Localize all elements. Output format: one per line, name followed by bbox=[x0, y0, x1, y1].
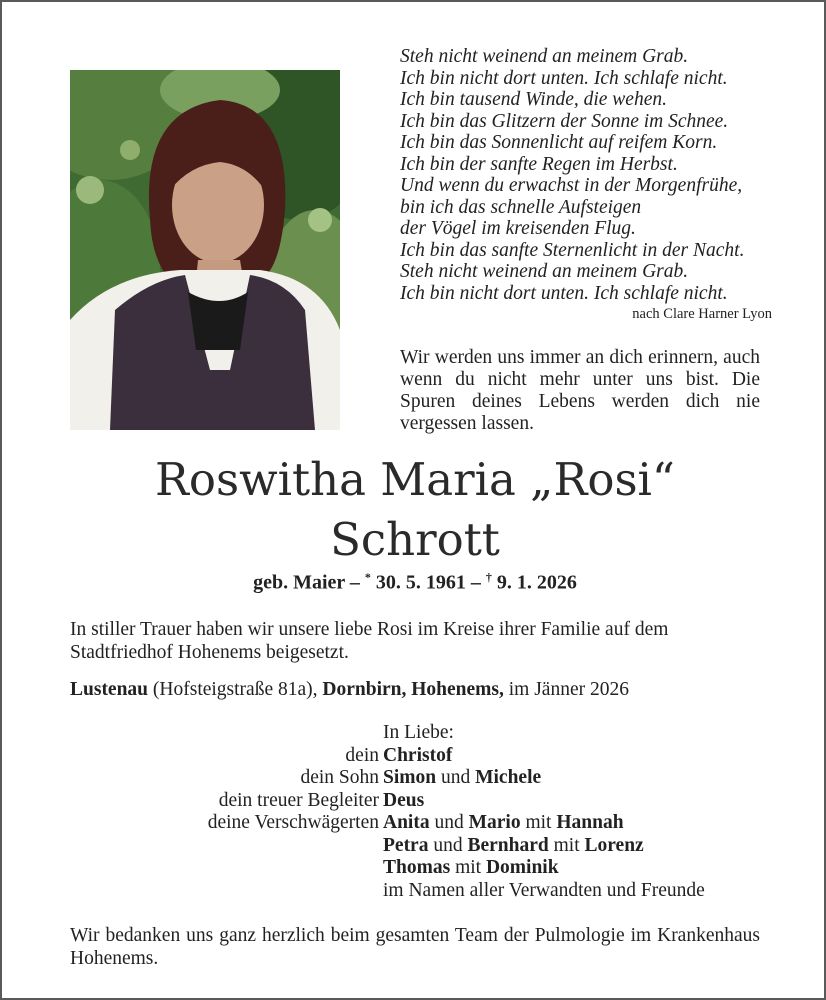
announcement-text: In stiller Trauer haben wir unsere liebe Rosi im Kreise ihrer Familie auf dem Stadtfriedhof Hohenems beigesetzt. bbox=[70, 619, 669, 663]
family-connector: mit bbox=[548, 834, 585, 856]
family-member-name: Hannah bbox=[556, 812, 624, 833]
family-names bbox=[383, 880, 705, 903]
family-connector: im Namen aller Verwandten und Freunde bbox=[383, 879, 705, 901]
memory-text: Wir werden uns immer an dich erinnern, auch wenn du nicht mehr unter uns bist. Die Spuren deines Lebens werden dich nie vergessen lassen. bbox=[400, 347, 760, 434]
location-date: im Jänner 2026 bbox=[508, 679, 629, 700]
family-connector: und bbox=[429, 812, 469, 833]
poem-line: Ich bin das sanfte Sternenlicht in der Nacht. bbox=[400, 239, 745, 261]
family-row bbox=[2, 880, 826, 903]
poem-line: Ich bin nicht dort unten. Ich schlafe nicht. bbox=[400, 282, 728, 304]
location-address: (Hofsteigstraße 81a), bbox=[152, 679, 318, 700]
family-connector: mit bbox=[450, 857, 486, 878]
family-member-name: Simon bbox=[383, 767, 437, 788]
family-member-name: Bernhard bbox=[467, 834, 549, 856]
poem-line: bin ich das schnelle Aufsteigen bbox=[400, 196, 642, 218]
family-member-name: Petra bbox=[383, 834, 429, 856]
family-relation: dein Sohn bbox=[300, 767, 379, 788]
poem-line: Steh nicht weinend an meinem Grab. bbox=[400, 46, 689, 67]
poem-line: Ich bin das Sonnenlicht auf reifem Korn. bbox=[400, 132, 718, 153]
birth-date: 30. 5. 1961 bbox=[375, 571, 466, 594]
family-member-name: Anita bbox=[383, 812, 430, 833]
family-row bbox=[2, 790, 826, 813]
family-member-name: Thomas bbox=[383, 857, 451, 878]
family-member-name: Lorenz bbox=[584, 834, 644, 856]
family-list bbox=[2, 722, 826, 902]
location-place-1: Lustenau bbox=[70, 679, 149, 700]
name-line-1: Roswitha Maria „Rosi“ bbox=[155, 453, 675, 506]
location-line bbox=[70, 679, 760, 701]
thanks-text: Wir bedanken uns ganz herzlich beim gesamten Team der Pulmologie im Krankenhaus Hohenems. bbox=[70, 925, 760, 969]
poem-line: der Vögel im kreisenden Flug. bbox=[400, 218, 636, 239]
family-names bbox=[383, 745, 452, 768]
family-names bbox=[383, 767, 541, 790]
poem-line: Steh nicht weinend an meinem Grab. bbox=[400, 261, 689, 282]
family-relation: dein treuer Begleiter bbox=[218, 789, 379, 811]
family-member-name: Christof bbox=[383, 744, 453, 766]
family-relation: dein bbox=[345, 744, 379, 766]
poem-attribution: nach Clare Harner Lyon bbox=[632, 306, 772, 322]
birth-marker: * bbox=[364, 570, 371, 584]
name-line-2: Schrott bbox=[330, 513, 500, 566]
family-member-name: Michele bbox=[475, 767, 542, 788]
family-member-name: Mario bbox=[468, 812, 521, 833]
family-names bbox=[383, 812, 624, 835]
family-names bbox=[383, 857, 559, 880]
death-date: 9. 1. 2026 bbox=[496, 571, 577, 594]
family-intro: In Liebe: bbox=[383, 722, 454, 743]
poem-line: Ich bin das Glitzern der Sonne im Schnee. bbox=[400, 110, 729, 132]
death-marker: † bbox=[485, 570, 492, 584]
location-place-2: Dornbirn, Hohenems, bbox=[322, 679, 504, 700]
poem-line: Ich bin tausend Winde, die wehen. bbox=[400, 89, 667, 110]
family-names bbox=[383, 790, 424, 813]
life-dates: geb. Maier – * 30. 5. 1961 – † 9. 1. 2026 bbox=[253, 570, 577, 594]
family-connector: und bbox=[428, 834, 468, 856]
family-relation: deine Verschwägerten bbox=[207, 812, 379, 833]
family-row bbox=[2, 857, 826, 880]
family-row bbox=[2, 835, 826, 858]
poem-line: Ich bin nicht dort unten. Ich schlafe nicht. bbox=[400, 67, 728, 89]
family-member-name: Dominik bbox=[485, 857, 559, 878]
portrait-photo bbox=[70, 70, 340, 430]
poem bbox=[400, 46, 780, 304]
maiden-name: geb. Maier bbox=[253, 571, 345, 594]
family-connector: mit bbox=[520, 812, 557, 833]
family-intro-row bbox=[2, 722, 826, 745]
family-row bbox=[2, 812, 826, 835]
deceased-name bbox=[2, 450, 826, 570]
family-row bbox=[2, 745, 826, 768]
family-names bbox=[383, 835, 644, 858]
family-member-name: Deus bbox=[383, 789, 425, 811]
family-row bbox=[2, 767, 826, 790]
poem-line: Und wenn du erwachst in der Morgenfrühe, bbox=[400, 175, 743, 196]
poem-line: Ich bin der sanfte Regen im Herbst. bbox=[400, 153, 678, 175]
family-connector: und bbox=[436, 767, 476, 788]
